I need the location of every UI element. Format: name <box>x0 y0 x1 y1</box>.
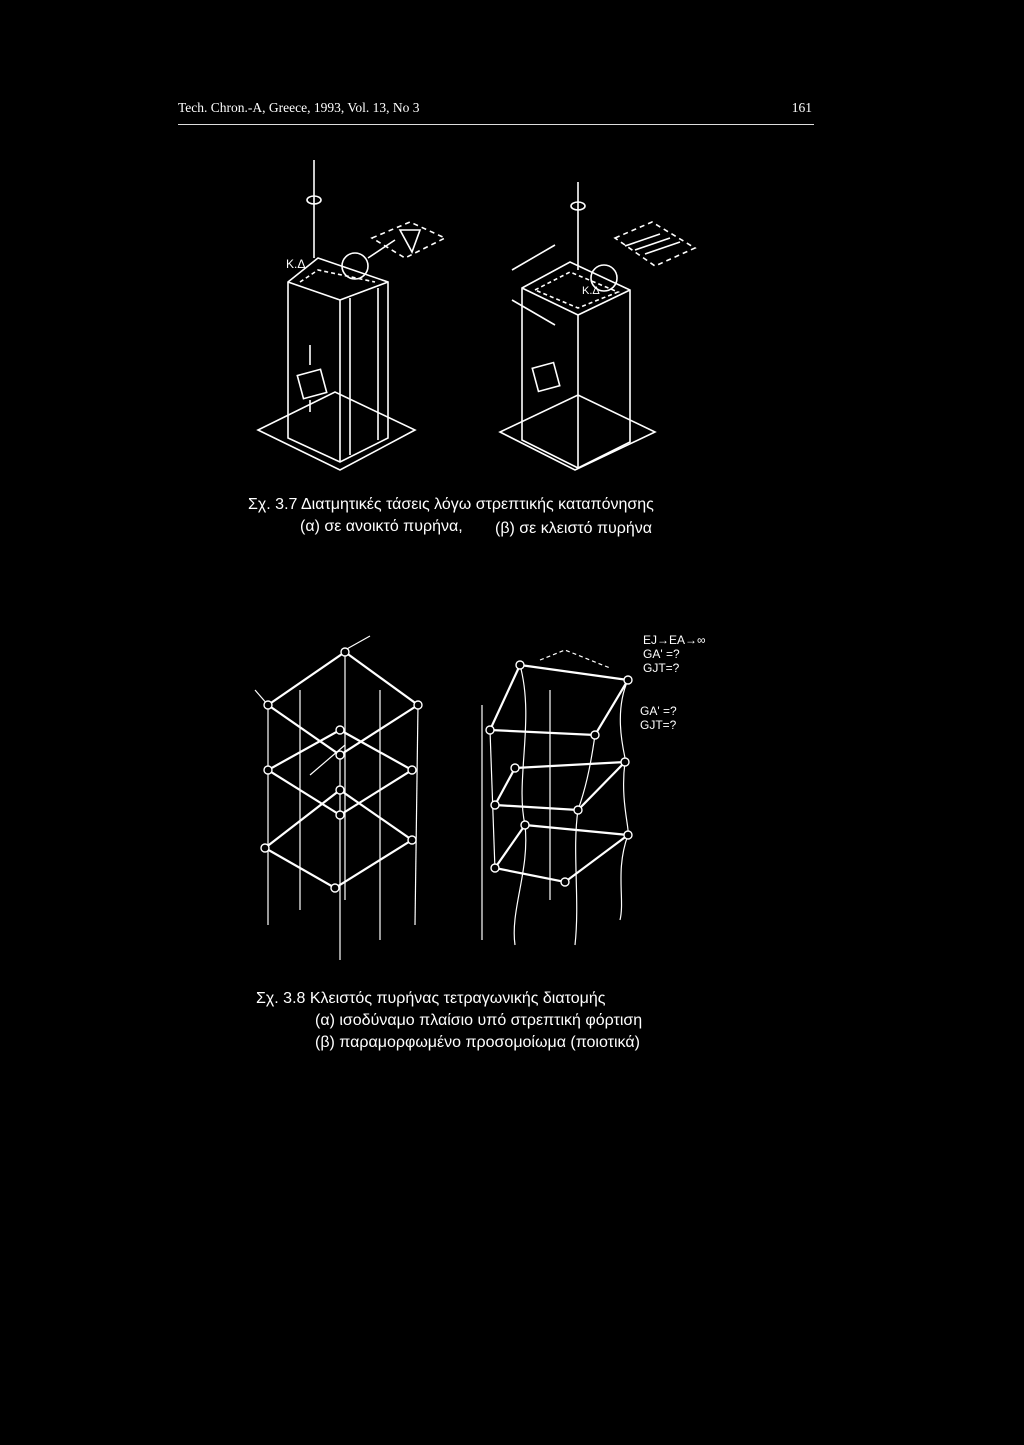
stiffness-label-2: GA' =? <box>643 647 680 661</box>
figure-3-8-b-deformed-model <box>482 650 632 945</box>
figure-3-7-a-open-core <box>258 160 445 470</box>
page-number: 161 <box>791 100 812 115</box>
stiffness-label-5: GJT=? <box>640 718 677 732</box>
journal-citation: Tech. Chron.-A, Greece, 1993, Vol. 13, No 3 <box>178 100 420 115</box>
stiffness-label-1: EJ→EA→∞ <box>643 633 706 647</box>
stiffness-label-3: GJT=? <box>643 661 680 675</box>
stiffness-label-4: GA' =? <box>640 704 677 718</box>
caption-3-7-line2a: (α) σε ανοικτό πυρήνα, <box>300 518 463 535</box>
label-kd-open: Κ.Δ <box>286 257 306 271</box>
caption-3-8-line2: (α) ισοδύναμο πλαίσιο υπό στρεπτική φόρτιση <box>315 1012 643 1029</box>
figure-3-7-b-closed-core <box>500 182 695 470</box>
label-kd-closed: Κ.Δ <box>582 285 600 297</box>
caption-3-7-line2b: (β) σε κλειστό πυρήνα <box>495 520 653 537</box>
caption-3-7-line1: Σχ. 3.7 Διατμητικές τάσεις λόγω στρεπτικής καταπόνησης <box>248 496 654 513</box>
figure-3-8-a-equivalent-frame <box>255 636 422 960</box>
caption-3-8-line3: (β) παραμορφωμένο προσομοίωμα (ποιοτικά) <box>315 1034 640 1051</box>
caption-3-8-line1: Σχ. 3.8 Κλειστός πυρήνας τετραγωνικής διατομής <box>256 990 606 1007</box>
